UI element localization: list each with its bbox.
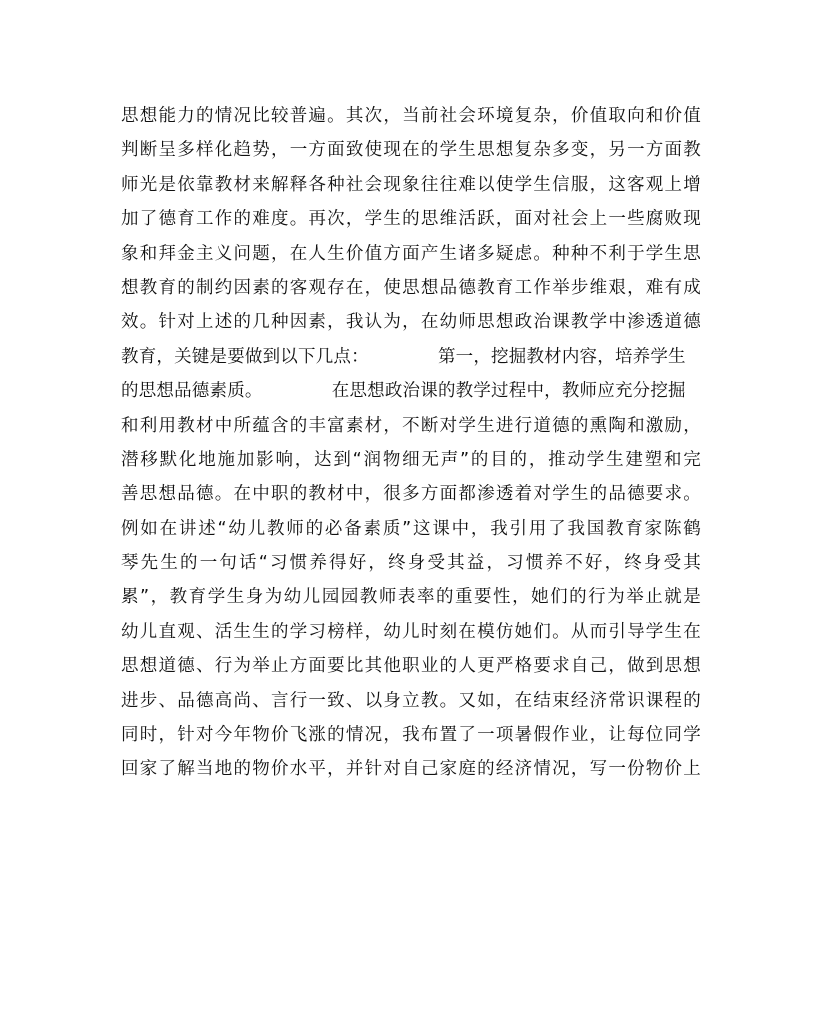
text-line: 师光是依靠教材来解释各种社会现象往往难以使学生信服，这客观上增 — [121, 174, 701, 195]
text-line: 回家了解当地的物价水平，并针对自己家庭的经济情况，写一份物价上 — [121, 759, 701, 780]
text-line: 潜移默化地施加影响，达到“润物细无声”的目的，推动学生建塑和完 — [121, 449, 701, 470]
text-line: 琴先生的一句话“习惯养得好，终身受其益，习惯养不好，终身受其 — [121, 553, 701, 574]
text-line: 思想能力的情况比较普遍。其次，当前社会环境复杂，价值取向和价值 — [121, 106, 701, 126]
text-line: 思想道德、行为举止方面要比其他职业的人更严格要求自己，做到思想 — [121, 656, 701, 677]
text-line: 效。针对上述的几种因素，我认为，在幼师思想政治课教学中渗透道德 — [121, 312, 701, 333]
body-text — [121, 99, 701, 787]
text-line: 象和拜金主义问题，在人生价值方面产生诸多疑虑。种种不利于学生思 — [121, 243, 701, 264]
text-line: 教育，关键是要做到以下几点： 第一，挖掘教材内容，培养学生 — [121, 346, 686, 367]
text-line: 和利用教材中所蕴含的丰富素材，不断对学生进行道德的熏陶和激励， — [121, 415, 701, 436]
text-line: 累”，教育学生身为幼儿园园教师表率的重要性，她们的行为举止就是 — [121, 587, 701, 608]
text-line: 幼儿直观、活生生的学习榜样，幼儿时刻在模仿她们。从而引导学生在 — [121, 621, 701, 642]
text-line: 加了德育工作的难度。再次，学生的思维活跃，面对社会上一些腐败现 — [121, 209, 701, 230]
text-line: 判断呈多样化趋势，一方面致使现在的学生思想复杂多变，另一方面教 — [121, 140, 701, 161]
text-line: 善思想品德。在中职的教材中，很多方面都渗透着对学生的品德要求。 — [121, 484, 701, 505]
text-line: 的思想品德素质。 在思想政治课的教学过程中，教师应充分挖掘 — [121, 381, 686, 402]
text-line: 同时，针对今年物价飞涨的情况，我布置了一项暑假作业，让每位同学 — [121, 725, 701, 746]
text-line: 进步、品德高尚、言行一致、以身立教。又如，在结束经济常识课程的 — [121, 690, 701, 711]
text-line: 想教育的制约因素的客观存在，使思想品德教育工作举步维艰，难有成 — [121, 277, 701, 298]
text-line: 例如在讲述“幼儿教师的必备素质”这课中，我引用了我国教育家陈鹤 — [121, 518, 701, 539]
